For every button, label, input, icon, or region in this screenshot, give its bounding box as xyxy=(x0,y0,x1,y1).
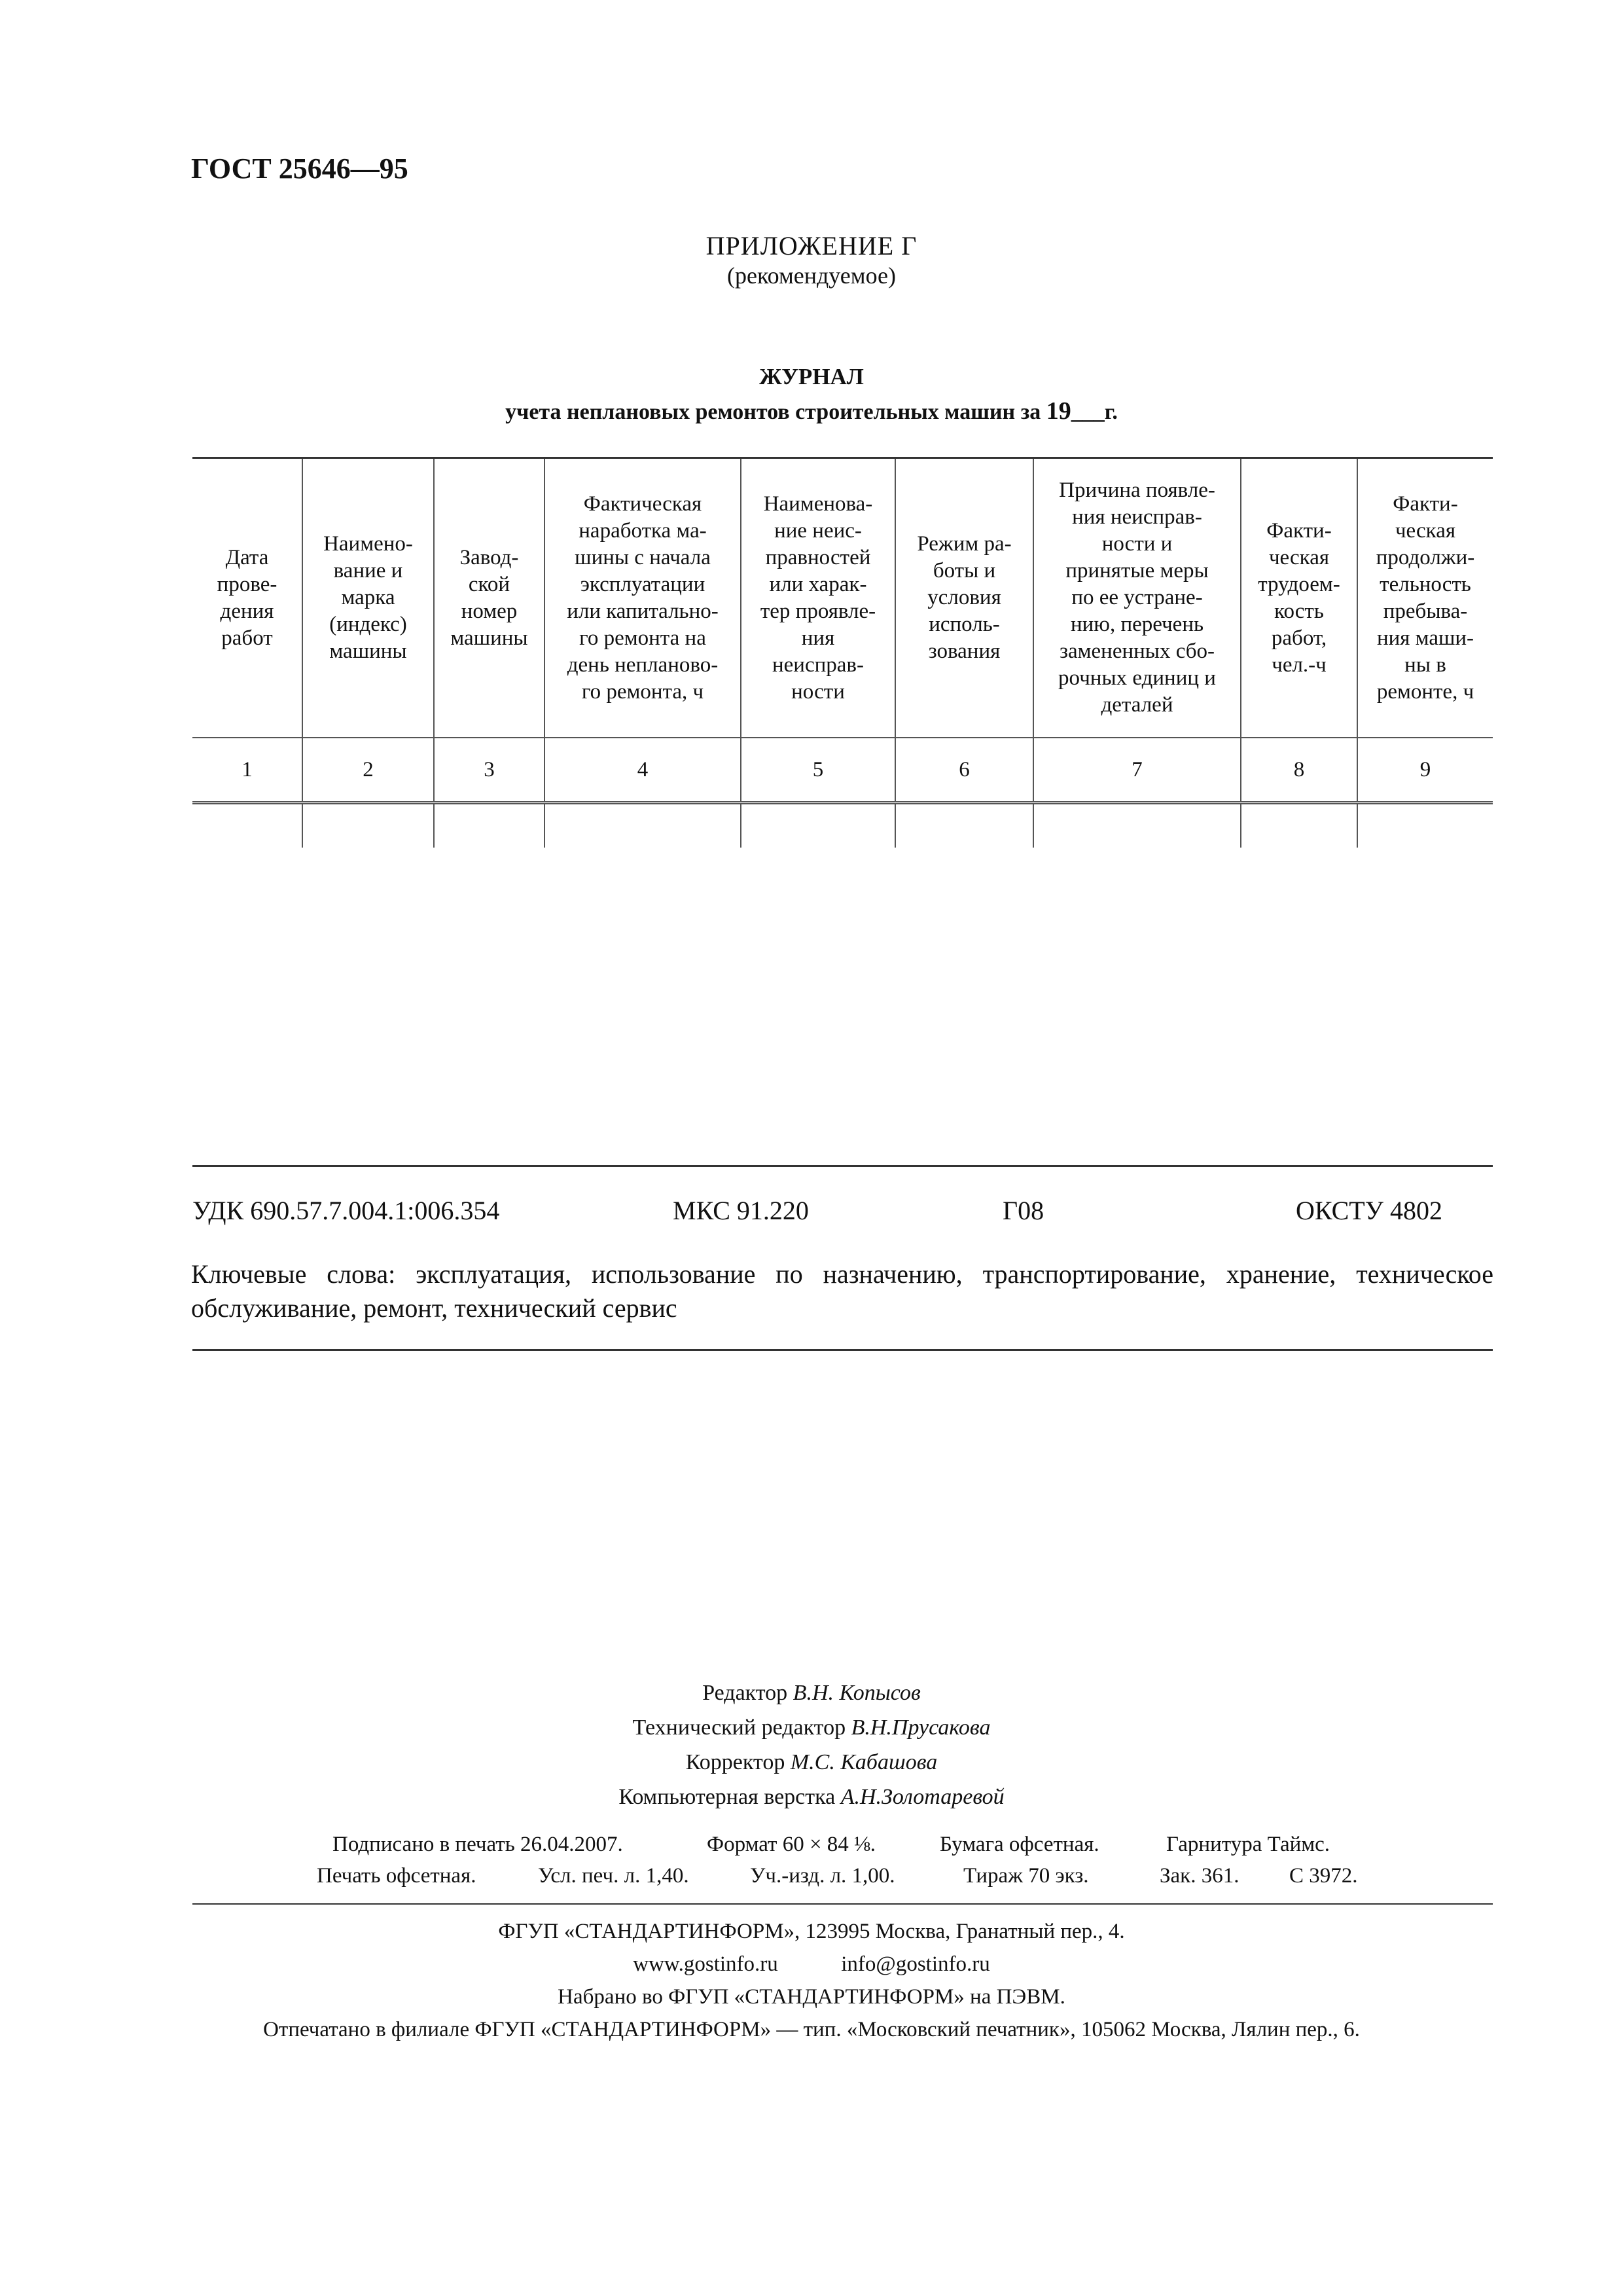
empty-cell xyxy=(741,803,895,848)
typeset-note: Набрано во ФГУП «СТАНДАРТИНФОРМ» на ПЭВМ. xyxy=(558,1985,1065,2009)
column-header-line: номер xyxy=(461,599,518,623)
empty-cell xyxy=(192,803,302,848)
column-header-line: рочных единиц и xyxy=(1058,666,1216,690)
pub-print: Печать офсетная. xyxy=(317,1864,476,1888)
pub-format: Формат 60 × 84 ⅛. xyxy=(707,1833,876,1856)
column-header-line: ремонте, ч xyxy=(1376,679,1474,704)
column-header-line: условия xyxy=(927,586,1001,609)
journal-table xyxy=(192,457,1493,848)
column-header-line: боты и xyxy=(933,559,996,583)
column-header-line: Наименова- xyxy=(763,492,873,516)
pub-signed: Подписано в печать 26.04.2007. xyxy=(332,1833,623,1856)
column-header-line: го ремонта, ч xyxy=(581,679,704,704)
credit-name: В.Н. Копысов xyxy=(793,1681,921,1705)
pub-font: Гарнитура Таймс. xyxy=(1166,1833,1330,1856)
pub-usl: Усл. печ. л. 1,40. xyxy=(538,1864,689,1888)
column-header-line: го ремонта на xyxy=(579,626,706,650)
column-header-line: принятые меры xyxy=(1065,559,1209,583)
pub-zak: Зак. 361. xyxy=(1160,1864,1240,1888)
column-header-line: пребыва- xyxy=(1383,599,1468,623)
column-header-line: или харак- xyxy=(769,572,867,596)
empty-cell xyxy=(302,803,434,848)
column-number: 7 xyxy=(1033,738,1241,803)
column-header-line: Факти- xyxy=(1266,518,1332,543)
column-header-line: ние неис- xyxy=(774,518,862,543)
column-header-line: работ xyxy=(221,626,273,650)
appendix-subtitle: (рекомендуемое) xyxy=(727,262,896,289)
column-header-line: шины с начала xyxy=(575,545,711,569)
column-number: 5 xyxy=(741,738,895,803)
column-header-line: Наимено- xyxy=(323,532,413,556)
column-number-row xyxy=(192,738,1493,803)
credit-role: Корректор xyxy=(685,1750,785,1774)
column-header xyxy=(895,458,1033,738)
column-header-line: ны в xyxy=(1404,653,1446,677)
empty-cell xyxy=(1241,803,1357,848)
column-header-line: чел.-ч xyxy=(1272,653,1327,677)
column-header-line: тельность xyxy=(1380,572,1471,596)
credit-editor xyxy=(0,1676,1623,1710)
column-header-line: ческая xyxy=(1395,518,1456,543)
column-header-line: наработка ма- xyxy=(579,518,707,543)
journal-year-suffix: ___г. xyxy=(1071,400,1118,424)
column-header xyxy=(1357,458,1493,738)
column-header xyxy=(1033,458,1241,738)
column-number: 9 xyxy=(1357,738,1493,803)
mks-code: МКС 91.220 xyxy=(673,1196,809,1225)
publisher-contacts xyxy=(0,1948,1623,1981)
column-header-line: дения xyxy=(220,599,274,623)
divider-bottom xyxy=(192,1903,1493,1905)
column-header-line: прове- xyxy=(217,572,277,596)
column-header-line: тер проявле- xyxy=(760,599,876,623)
column-header-line: эксплуатации xyxy=(580,572,705,596)
column-header xyxy=(544,458,741,738)
column-header-line: машины xyxy=(329,639,407,663)
column-header-line: ческая xyxy=(1268,545,1330,569)
credit-name: А.Н.Золотаревой xyxy=(840,1785,1005,1809)
column-header-line: ности xyxy=(791,679,845,704)
credit-name: В.Н.Прусакова xyxy=(851,1715,991,1740)
column-number: 2 xyxy=(302,738,434,803)
publisher-email: info@gostinfo.ru xyxy=(841,1952,990,1976)
empty-entry-row xyxy=(192,803,1493,848)
g-code: Г08 xyxy=(1003,1196,1044,1225)
column-header-line: продолжи- xyxy=(1376,545,1475,569)
column-header-line: нию, перечень xyxy=(1070,613,1204,636)
column-header-line: Причина появле- xyxy=(1059,478,1215,502)
column-header-line: Факти- xyxy=(1393,492,1458,516)
column-header-line: трудоем- xyxy=(1258,572,1340,596)
column-header xyxy=(192,458,302,738)
divider-top xyxy=(192,1165,1493,1167)
appendix-title: ПРИЛОЖЕНИЕ Г xyxy=(705,231,918,260)
credit-corrector xyxy=(0,1745,1623,1780)
credit-role: Компьютерная верстка xyxy=(618,1785,836,1809)
credit-role: Технический редактор xyxy=(632,1715,846,1740)
column-header-line: день непланово- xyxy=(567,653,719,677)
empty-cell xyxy=(434,803,544,848)
column-header-line: правностей xyxy=(765,545,871,569)
column-header-line: ности и xyxy=(1101,532,1173,556)
okstu-code: ОКСТУ 4802 xyxy=(1296,1196,1443,1225)
column-number: 3 xyxy=(434,738,544,803)
pub-c: С 3972. xyxy=(1289,1864,1358,1888)
publisher-footer xyxy=(0,1915,1623,2046)
column-header xyxy=(302,458,434,738)
empty-cell xyxy=(1357,803,1493,848)
column-header-line: (индекс) xyxy=(329,613,407,636)
column-header xyxy=(434,458,544,738)
column-header-line: исполь- xyxy=(929,613,1000,636)
journal-year: 19 xyxy=(1046,397,1071,425)
credit-tech-editor xyxy=(0,1710,1623,1745)
column-header-line: марка xyxy=(341,586,395,609)
column-header-line: Режим ра- xyxy=(917,532,1012,556)
column-number: 6 xyxy=(895,738,1033,803)
column-header-line: Завод- xyxy=(459,545,519,569)
column-header-line: зования xyxy=(928,639,1001,663)
journal-subtitle-text: учета неплановых ремонтов строительных машин за xyxy=(505,400,1041,424)
column-header xyxy=(741,458,895,738)
column-header-line: Фактическая xyxy=(583,492,702,516)
column-number: 4 xyxy=(544,738,741,803)
column-header-line: или капитально- xyxy=(567,599,719,623)
column-header-line: по ее устране- xyxy=(1071,586,1203,609)
keywords: Ключевые слова: эксплуатация, использование по назначению, транспортирование, хранение, техническое обслуживание, ремонт, технический сервис xyxy=(191,1259,1493,1323)
journal-subtitle xyxy=(0,397,1623,425)
column-header-line: деталей xyxy=(1101,693,1173,717)
column-header-line: Дата xyxy=(225,545,269,569)
table-header-row xyxy=(192,458,1493,738)
empty-cell xyxy=(544,803,741,848)
divider-middle xyxy=(192,1349,1493,1351)
pub-paper: Бумага офсетная. xyxy=(940,1833,1099,1856)
credit-role: Редактор xyxy=(702,1681,788,1705)
column-number: 8 xyxy=(1241,738,1357,803)
credit-name: М.С. Кабашова xyxy=(790,1750,938,1774)
column-header-line: замененных сбо- xyxy=(1059,639,1215,663)
publisher-website: www.gostinfo.ru xyxy=(633,1952,778,1976)
column-header-line: ния xyxy=(801,626,835,650)
pub-tirazh: Тираж 70 экз. xyxy=(963,1864,1089,1888)
column-header-line: ния маши- xyxy=(1376,626,1474,650)
column-header-line: ской xyxy=(468,572,510,596)
printed-note: Отпечатано в филиале ФГУП «СТАНДАРТИНФОРМ» — тип. «Московский печатник», 105062 Москва, Лялин пер., 6. xyxy=(263,2018,1360,2041)
empty-cell xyxy=(895,803,1033,848)
column-header-line: кость xyxy=(1274,599,1324,623)
column-header-line: ния неиспрaв- xyxy=(1072,505,1202,529)
publisher-address: ФГУП «СТАНДАРТИНФОРМ», 123995 Москва, Гранатный пер., 4. xyxy=(498,1920,1125,1943)
column-header xyxy=(1241,458,1357,738)
column-header-line: машины xyxy=(450,626,528,650)
pub-uch: Уч.-изд. л. 1,00. xyxy=(750,1864,895,1888)
column-header-line: неисправ- xyxy=(772,653,864,677)
column-header-line: вание и xyxy=(333,559,403,583)
credit-layout xyxy=(0,1780,1623,1814)
udk-code: УДК 690.57.7.004.1:006.354 xyxy=(192,1196,500,1225)
column-header-line: работ, xyxy=(1271,626,1327,650)
standard-number: ГОСТ 25646—95 xyxy=(191,152,408,185)
credits-block xyxy=(0,1676,1623,1814)
column-number: 1 xyxy=(192,738,302,803)
journal-title: ЖУРНАЛ xyxy=(759,364,864,389)
empty-cell xyxy=(1033,803,1241,848)
